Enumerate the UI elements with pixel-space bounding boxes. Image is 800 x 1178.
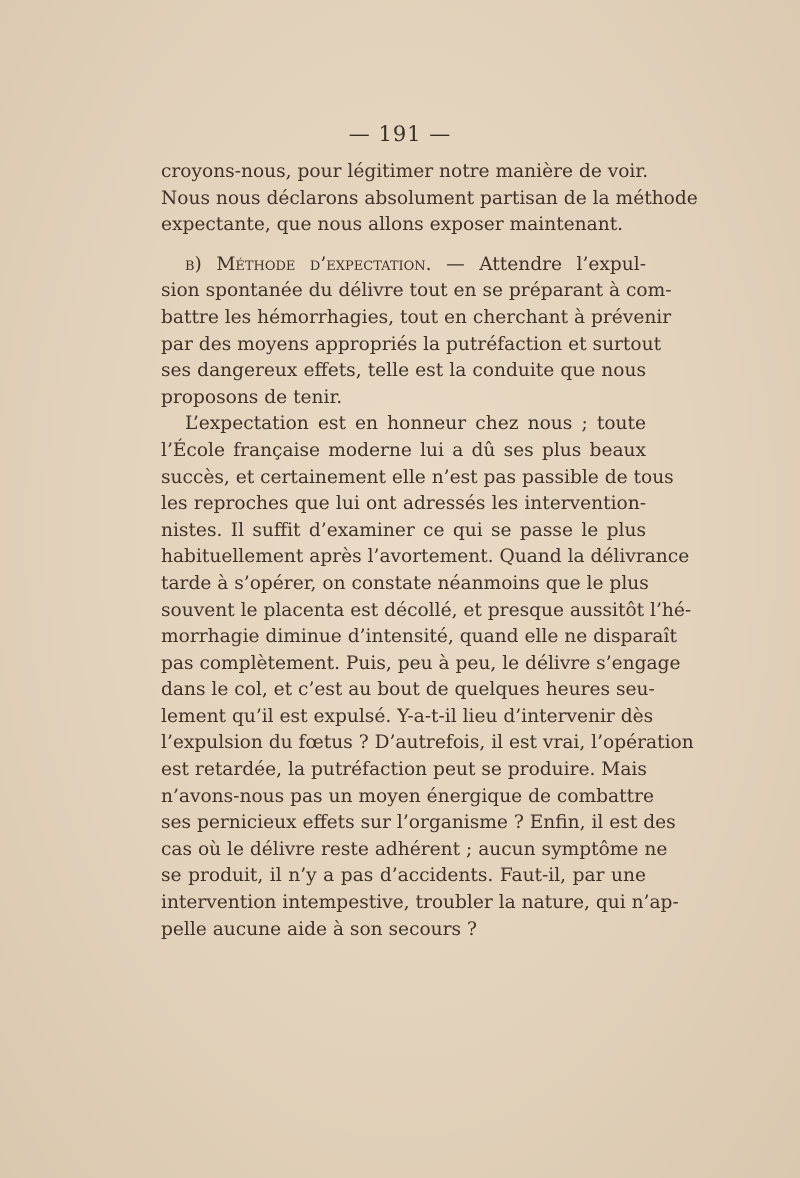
body-text xyxy=(161,159,698,943)
section-label: b) Méthode d’expectation. xyxy=(185,253,432,275)
text-line: succès, et certainement elle n’est pas passible de tous xyxy=(161,466,674,488)
text-line: ses pernicieux effets sur l’organisme ? Enfin, il est des xyxy=(161,812,676,834)
text-line: intervention intempestive, troubler la nature, qui n’ap- xyxy=(161,892,679,914)
text-line: lement qu’il est expulsé. Y-a-t-il lieu d’intervenir dès xyxy=(161,705,654,727)
section-heading-rest: — Attendre l’expul- xyxy=(431,253,646,275)
text-line: pas complètement. Puis, peu à peu, le délivre s’engage xyxy=(161,652,681,674)
text-line: expectante, que nous allons exposer maintenant. xyxy=(161,214,624,236)
text-line: battre les hémorrhagies, tout en cherchant à prévenir xyxy=(161,306,672,328)
text-line: souvent le placenta est décollé, et presque aussitôt l’hé- xyxy=(161,599,692,621)
section-heading-line xyxy=(161,252,646,279)
text-line: tarde à s’opérer, on constate néanmoins que le plus xyxy=(161,572,649,594)
text-line: L’expectation est en honneur chez nous ; toute xyxy=(185,413,646,435)
text-line: est retardée, la putréfaction peut se produire. Mais xyxy=(161,759,647,781)
text-line: par des moyens appropriés la putréfaction et surtout xyxy=(161,333,662,355)
text-line: dans le col, et c’est au bout de quelques heures seu- xyxy=(161,679,655,701)
text-line: nistes. Il suffit d’examiner ce qui se passe le plus xyxy=(161,519,646,541)
text-line: n’avons-nous pas un moyen énergique de combattre xyxy=(161,785,654,807)
text-line: l’expulsion du fœtus ? D’autrefois, il est vrai, l’opération xyxy=(161,732,694,754)
text-line: les reproches que lui ont adressés les intervention- xyxy=(161,493,646,515)
text-line: se produit, il n’y a pas d’accidents. Faut-il, par une xyxy=(161,865,646,887)
text-line: morrhagie diminue d’intensité, quand elle ne disparaît xyxy=(161,626,677,648)
text-line: Nous nous déclarons absolument partisan de la méthode xyxy=(161,187,698,209)
text-line: cas où le délivre reste adhérent ; aucun symptôme ne xyxy=(161,838,668,860)
text-line: proposons de tenir. xyxy=(161,386,343,408)
text-line: pelle aucune aide à son secours ? xyxy=(161,918,477,940)
text-line: sion spontanée du délivre tout en se préparant à com- xyxy=(161,280,672,302)
text-line: ses dangereux effets, telle est la conduite que nous xyxy=(161,360,646,382)
page-number: — 191 — xyxy=(348,122,452,146)
paragraph-gap xyxy=(161,239,646,252)
text-line: croyons-nous, pour légitimer notre manière de voir. xyxy=(161,161,649,182)
text-line: habituellement après l’avortement. Quand la délivrance xyxy=(161,546,690,568)
text-line: l’École française moderne lui a dû ses plus beaux xyxy=(161,439,646,461)
